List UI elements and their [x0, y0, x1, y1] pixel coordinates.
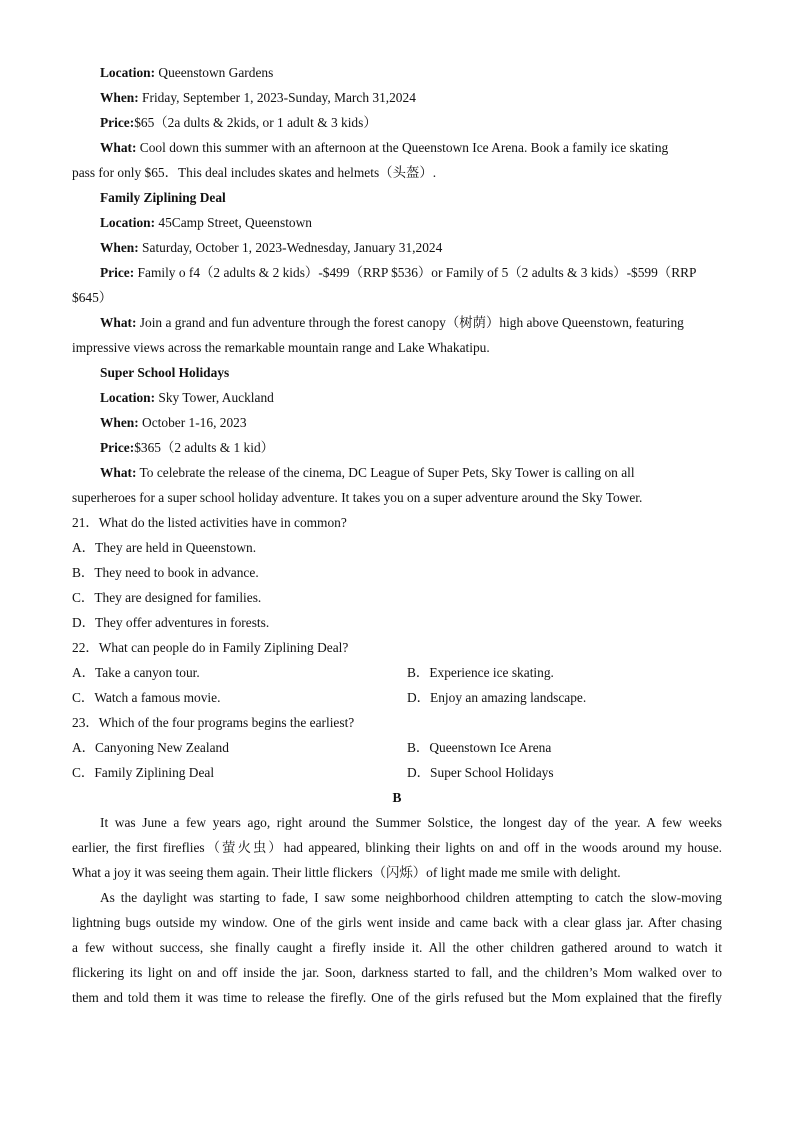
event3-title: Super School Holidays [100, 365, 230, 380]
q23-stem: 23．Which of the four programs begins the earliest? [72, 715, 355, 730]
passage-p1-line2: earlier, the first fireflies（萤火虫）had appeared, blinking their lights on and off in the woods around my house. [72, 840, 722, 855]
event2-title: Family Ziplining Deal [100, 190, 226, 205]
event2-location: Location: 45Camp Street, Queenstown [100, 215, 312, 230]
section-b-heading: B [392, 790, 402, 805]
q23-options-row1 [72, 735, 722, 760]
passage-p2-line1: As the daylight was starting to fade, I saw some neighborhood children attempting to catch the slow-moving [100, 890, 722, 905]
q21-stem: 21．What do the listed activities have in common? [72, 515, 347, 530]
q23-option-d: D．Super School Holidays [407, 765, 554, 780]
event3-when: When: October 1-16, 2023 [100, 415, 247, 430]
passage-p2-line5: them and told them it was time to release the firefly. One of the girls refused but the Mom explained that the firefly [72, 990, 722, 1005]
event2-price: Price: Family o f4（2 adults & 2 kids）-$499（RRP $536）or Family of 5（2 adults & 3 kids）-$599（RRP [100, 265, 697, 280]
q22-options-row2 [72, 685, 722, 710]
q23-options-row2 [72, 760, 722, 785]
event2-price-cont: $645） [72, 290, 113, 305]
passage-p1-line3: What a joy it was seeing them again. Their little flickers（闪烁）of light made me smile with delight. [72, 865, 621, 880]
q21-option-a: A．They are held in Queenstown. [72, 540, 257, 555]
event1-when: When: Friday, September 1, 2023-Sunday, March 31,2024 [100, 90, 416, 105]
event3-location: Location: Sky Tower, Auckland [100, 390, 274, 405]
event1-price: Price:$65（2a dults & 2kids, or 1 adult & 3 kids） [100, 115, 377, 130]
event2-what-cont: impressive views across the remarkable mountain range and Lake Whakatipu. [72, 340, 490, 355]
q22-option-a: A．Take a canyon tour. [72, 665, 200, 680]
q22-option-d: D．Enjoy an amazing landscape. [407, 690, 587, 705]
q22-option-b: B．Experience ice skating. [407, 665, 554, 680]
event1-location: Location: Queenstown Gardens [100, 65, 274, 80]
q22-options-row1 [72, 660, 722, 685]
event2-what: What: Join a grand and fun adventure through the forest canopy（树荫）high above Queenstown, featuring [100, 315, 684, 330]
event3-what: What: To celebrate the release of the cinema, DC League of Super Pets, Sky Tower is calling on all [100, 465, 635, 480]
document-page [72, 60, 722, 1010]
q21-option-d: D．They offer adventures in forests. [72, 615, 270, 630]
event3-what-cont: superheroes for a super school holiday adventure. It takes you on a super adventure around the Sky Tower. [72, 490, 643, 505]
q21-option-c: C．They are designed for families. [72, 590, 262, 605]
passage-p2-line2: lightning bugs outside my window. One of the girls went inside and came back with a clear glass jar. After chasing [72, 915, 722, 930]
q22-stem: 22．What can people do in Family Ziplining Deal? [72, 640, 349, 655]
event1-what: What: Cool down this summer with an afternoon at the Queenstown Ice Arena. Book a family ice skating [100, 140, 669, 155]
q23-option-a: A．Canyoning New Zealand [72, 740, 229, 755]
passage-p1-line1: It was June a few years ago, right around the Summer Solstice, the longest day of the year. A few weeks [100, 815, 722, 830]
passage-p2-line3: a few without success, she finally caught a firefly inside it. All the other children gathered around to watch it [72, 940, 722, 955]
passage-p2-line4: flickering its light on and off inside the jar. Soon, darkness started to fall, and the children’s Mom walked over to [72, 965, 722, 980]
q22-option-c: C．Watch a famous movie. [72, 690, 221, 705]
q21-option-b: B．They need to book in advance. [72, 565, 259, 580]
event3-price: Price:$365（2 adults & 1 kid） [100, 440, 275, 455]
q23-option-c: C．Family Ziplining Deal [72, 765, 215, 780]
event2-when: When: Saturday, October 1, 2023-Wednesday, January 31,2024 [100, 240, 443, 255]
event1-what-cont: pass for only $65．This deal includes skates and helmets（头盔）. [72, 165, 437, 180]
q23-option-b: B．Queenstown Ice Arena [407, 740, 552, 755]
